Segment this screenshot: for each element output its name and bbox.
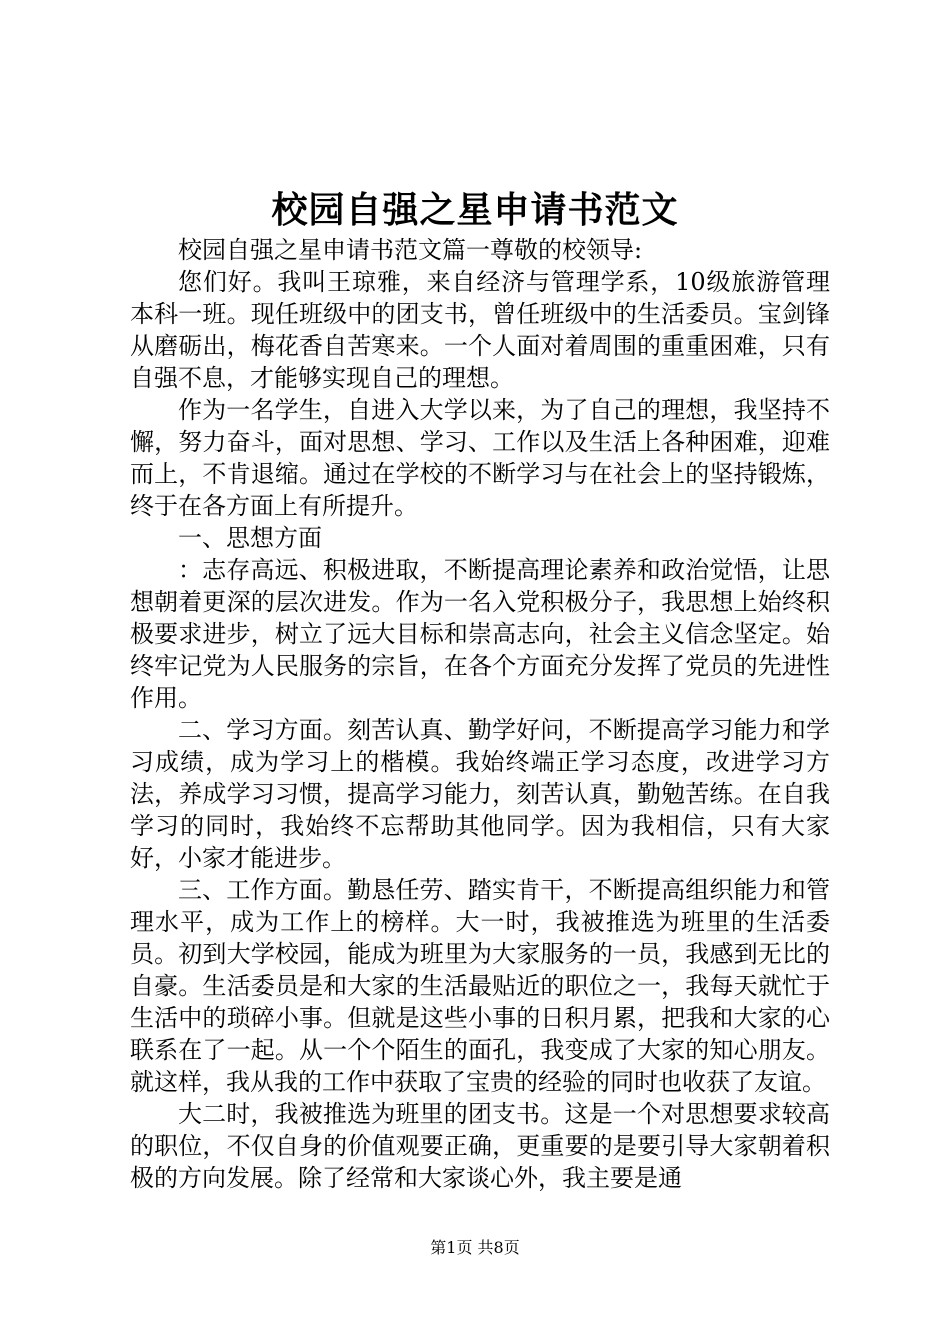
paragraph-introduction: 您们好。我叫王琼雅，来自经济与管理学系，10级旅游管理本科一班。现任班级中的团支书，曾任班级中的生活委员。宝剑锋从磨砺出，梅花香自苦寒来。一个人面对着周围的重重困难，只有自强不息，才能够实现自己的理想。 bbox=[130, 268, 830, 392]
paragraph-greeting: 校园自强之星申请书范文篇一尊敬的校领导: bbox=[178, 236, 643, 264]
section-heading-thought: 一、思想方面 bbox=[178, 524, 322, 552]
paragraph-overview: 作为一名学生，自进入大学以来，为了自己的理想，我坚持不懈，努力奋斗，面对思想、学习、工作以及生活上各种困难，迎难而上，不肯退缩。通过在学校的不断学习与在社会上的坚持锻炼，终于在各方面上有所提升。 bbox=[130, 396, 830, 520]
page-number: 第1页 共8页 bbox=[430, 1238, 520, 1257]
document-title: 校园自强之星申请书范文 bbox=[271, 189, 679, 231]
paragraph-study: 二、学习方面。刻苦认真、勤学好问，不断提高学习能力和学习成绩，成为学习上的楷模。我始终端正学习态度，改进学习方法，养成学习习惯，提高学习能力，刻苦认真，勤勉苦练。在自我学习的同时，我始终不忘帮助其他同学。因为我相信，只有大家好，小家才能进步。 bbox=[130, 716, 830, 872]
paragraph-sophomore: 大二时，我被推选为班里的团支书。这是一个对思想要求较高的职位，不仅自身的价值观要正确，更重要的是要引导大家朝着积极的方向发展。除了经常和大家谈心外，我主要是通 bbox=[130, 1100, 830, 1192]
paragraph-thought: ：志存高远、积极进取，不断提高理论素养和政治觉悟，让思想朝着更深的层次进发。作为一名入党积极分子，我思想上始终积极要求进步，树立了远大目标和崇高志向，社会主义信念坚定。始终牢记党为人民服务的宗旨，在各个方面充分发挥了党员的先进性作用。 bbox=[130, 556, 830, 712]
document-body bbox=[130, 234, 830, 1194]
paragraph-work: 三、工作方面。勤恳任劳、踏实肯干，不断提高组织能力和管理水平，成为工作上的榜样。大一时，我被推选为班里的生活委员。初到大学校园，能成为班里为大家服务的一员，我感到无比的自豪。生活委员是和大家的生活最贴近的职位之一，我每天就忙于生活中的琐碎小事。但就是这些小事的日积月累，把我和大家的心联系在了一起。从一个个陌生的面孔，我变成了大家的知心朋友。就这样，我从我的工作中获取了宝贵的经验的同时也收获了友谊。 bbox=[130, 876, 830, 1096]
